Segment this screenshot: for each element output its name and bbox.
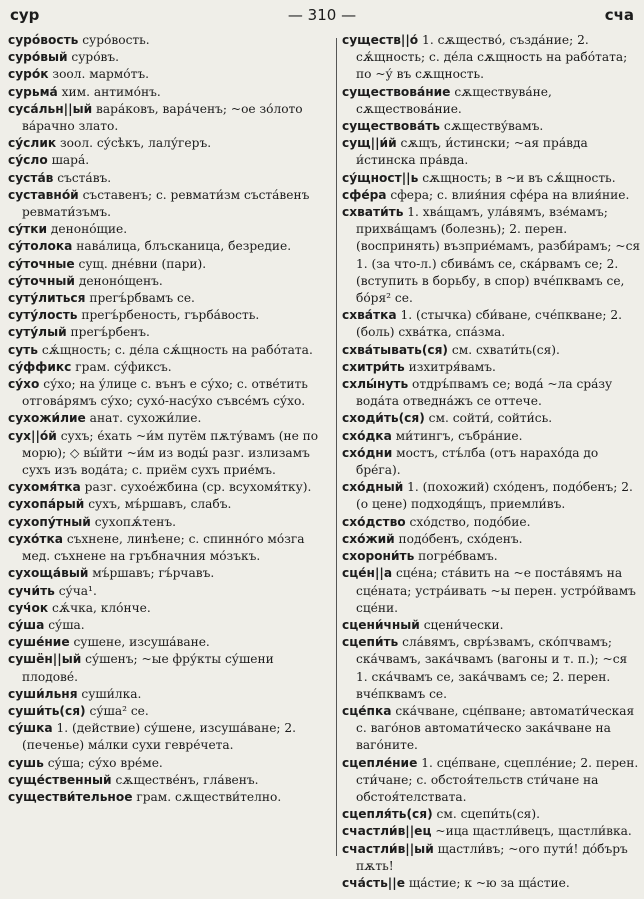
entry-headword: су́ша xyxy=(8,617,45,632)
entry-definition: щастли́въ; ~ого пути́! до́бъръ пѫть! xyxy=(356,841,628,873)
page-header xyxy=(10,6,634,28)
entry-headword: сухоща́вый xyxy=(8,566,89,581)
dictionary-entry xyxy=(8,600,330,617)
entry-headword: су́шка xyxy=(8,721,53,736)
entry-definition: сцени́чески. xyxy=(419,617,504,632)
right-column xyxy=(342,32,642,892)
dictionary-entry xyxy=(342,703,642,755)
entry-definition: см. сойти́, сойти́сь. xyxy=(424,411,553,426)
entry-headword: схо́дка xyxy=(342,428,392,443)
entry-headword: сучи́ть xyxy=(8,583,55,598)
entry-headword: схо́дство xyxy=(342,514,406,529)
entry-definition: сѫществува́не, сѫществова́ние. xyxy=(356,84,552,116)
entry-headword: сце́н||а xyxy=(342,566,393,581)
dictionary-entry xyxy=(8,256,330,273)
entry-headword: существ||о́ xyxy=(342,33,419,47)
entry-definition: погре́бвамъ. xyxy=(414,549,498,564)
dictionary-entry xyxy=(8,479,330,496)
entry-definition: навáлица, блъсканица, безредие. xyxy=(72,239,292,254)
entry-headword: суту́лый xyxy=(8,325,67,340)
dictionary-entry xyxy=(8,66,330,83)
entry-headword: сходи́ть(ся) xyxy=(342,411,425,426)
dictionary-entry xyxy=(8,101,330,135)
entry-headword: суще́ственный xyxy=(8,772,112,787)
dictionary-entry xyxy=(8,135,330,152)
dictionary-entry xyxy=(8,583,330,600)
header-left-word: сур xyxy=(10,6,40,24)
entry-definition: сухъ, мъ́ршавъ, слабъ. xyxy=(84,497,232,512)
dictionary-entry xyxy=(8,342,330,359)
entry-headword: схо́дный xyxy=(342,480,404,495)
entry-definition: ~ица щастли́вецъ, щастли́вка. xyxy=(431,824,632,839)
entry-headword: схорони́ть xyxy=(342,549,415,564)
entry-headword: счастли́в||ец xyxy=(342,824,432,839)
entry-headword: суть xyxy=(8,342,38,357)
entry-definition: вара́ковъ, варáченъ; ~ое зо́лото ва́рачно злато. xyxy=(22,101,303,134)
entry-headword: суши́льня xyxy=(8,686,78,701)
dictionary-entry xyxy=(8,531,330,565)
entry-definition: сухъ; е́хать ~и́м путём пѫту́вамъ (не по морю); ◇ вы́йти ~и́м из воды́ разг. излизамъ сухъ изъ водáта; с. приём сухъ прие́мъ. xyxy=(22,428,319,478)
entry-definition: сфера; с. влия́ния сфе́ра на влия́ние. xyxy=(386,187,630,202)
entry-headword: су́точные xyxy=(8,256,75,271)
entry-definition: съхнене, линѣене; с. спинно́го мо́зга мед. съхнене на гръбначния мо́зъкъ. xyxy=(22,531,305,564)
entry-definition: суро́въ. xyxy=(67,50,120,65)
entry-definition: ща́стие; к ~ю за ща́стие. xyxy=(404,875,570,890)
entry-definition: су́ча¹. xyxy=(54,583,97,598)
dictionary-entry xyxy=(342,548,642,565)
entry-definition: 1. сце́пване, сцепле́ние; 2. перен. сти́чане; с. обстоя́тельств сти́чане на обстоя́телствата. xyxy=(356,755,639,804)
entry-headword: сухо́тка xyxy=(8,531,63,546)
dictionary-entry xyxy=(342,755,642,807)
entry-headword: суши́ть(ся) xyxy=(8,703,86,718)
dictionary-entry xyxy=(8,755,330,772)
entry-definition: 1. сѫщество́, създа́ние; 2. сѫ́щность; с. де́ла сѫщность на рабóтата; по ~у́ въ сѫщность. xyxy=(356,33,628,82)
entry-headword: сфе́ра xyxy=(342,187,387,202)
entry-headword: сухомя́тка xyxy=(8,480,81,495)
entry-definition: отдръ́пвамъ се; вода́ ~ла сра́зу вода́та отведна́жъ се оттече. xyxy=(356,377,613,409)
dictionary-entry xyxy=(8,221,330,238)
entry-headword: существова́ть xyxy=(342,119,440,134)
entry-headword: суч́ок xyxy=(8,600,49,615)
entry-definition: денонóщенъ. xyxy=(74,273,163,288)
dictionary-entry xyxy=(342,170,642,187)
entry-definition: сѫщъ, и́стински; ~ая пра́вда и́стинска пра́вда. xyxy=(356,136,588,168)
entry-definition: прегъ́рбенъ. xyxy=(66,325,150,340)
entry-definition: су́хо; на у́лице с. вънъ е су́хо; с. отве́тить отговáрямъ су́хо; сухо́-насу́хо съвсéмъ су́хо. xyxy=(22,377,308,409)
entry-headword: схва́тывать(ся) xyxy=(342,342,449,357)
dictionary-entry xyxy=(342,410,642,427)
entry-headword: схвати́ть xyxy=(342,205,404,220)
entry-headword: суса́льн||ый xyxy=(8,101,93,116)
entry-headword: сцени́чный xyxy=(342,617,420,632)
entry-definition: съставенъ; с. ревмати́зм съста́венъ ревмати́зъмъ. xyxy=(22,187,310,220)
entry-headword: сушён||ый xyxy=(8,652,82,667)
entry-definition: сѫ́чка, клóнче. xyxy=(48,600,151,615)
entry-headword: сце́пка xyxy=(342,703,392,718)
dictionary-entry xyxy=(8,428,330,480)
dictionary-entry xyxy=(8,376,330,410)
entry-definition: зоол. мармо́тъ. xyxy=(48,67,149,82)
entry-headword: суста́в xyxy=(8,170,54,185)
dictionary-entry xyxy=(342,823,642,840)
dictionary-entry xyxy=(342,118,642,135)
entry-definition: сухопѫ́тенъ. xyxy=(90,514,176,529)
dictionary-entry xyxy=(342,875,642,892)
entry-headword: сцепи́ть xyxy=(342,635,399,650)
entry-definition: суши́лка. xyxy=(77,686,142,701)
entry-headword: су́щност||ь xyxy=(342,170,419,185)
dictionary-entry xyxy=(8,324,330,341)
dictionary-entry xyxy=(8,359,330,376)
entry-definition: су́ша; су́хо вре́ме. xyxy=(43,755,163,770)
dictionary-entry xyxy=(342,342,642,359)
entry-definition: сѫществе́нъ, гла́венъ. xyxy=(111,772,259,787)
entry-definition: подо́бенъ, схо́денъ. xyxy=(394,531,523,546)
entry-headword: су́толока xyxy=(8,239,73,254)
dictionary-entry xyxy=(8,32,330,49)
dictionary-entry xyxy=(8,634,330,651)
dictionary-entry xyxy=(8,565,330,582)
entry-definition: схо́дство, подо́бие. xyxy=(405,514,531,529)
entry-headword: су́ффикс xyxy=(8,359,72,374)
entry-headword: схва́тка xyxy=(342,308,397,323)
entry-headword: схитри́ть xyxy=(342,359,405,374)
entry-definition: сце́на; ста́вить на ~е поста́вямъ на сце́ната; устра́ивать ~ы перен. устро́йвамъ сце́ни. xyxy=(356,566,636,615)
entry-headword: суту́литься xyxy=(8,291,86,306)
entry-headword: сурьма́ xyxy=(8,84,58,99)
entry-headword: существова́ние xyxy=(342,84,451,99)
dictionary-entry xyxy=(8,152,330,169)
dictionary-entry xyxy=(8,651,330,685)
entry-definition: хим. антимо́нъ. xyxy=(57,84,161,99)
entry-headword: схо́дни xyxy=(342,445,393,460)
entry-headword: сушь xyxy=(8,755,44,770)
dictionary-entry xyxy=(8,170,330,187)
entry-headword: суше́ние xyxy=(8,635,70,650)
entry-headword: сцепле́ние xyxy=(342,755,418,770)
entry-headword: суту́лость xyxy=(8,308,78,323)
dictionary-entry xyxy=(342,617,642,634)
entry-definition: шарá. xyxy=(47,153,90,168)
entry-headword: сча́сть||е xyxy=(342,875,405,890)
dictionary-entry xyxy=(342,634,642,703)
entry-definition: 1. (действие) су́шене, изсуша́ване; 2. (печенье) ма́лки сухи гевре́чета. xyxy=(22,721,297,753)
entry-definition: денонóщие. xyxy=(47,222,128,237)
dictionary-entry xyxy=(8,307,330,324)
entry-headword: су́сло xyxy=(8,153,48,168)
entry-headword: сущ||и́й xyxy=(342,136,397,151)
dictionary-entry xyxy=(8,290,330,307)
entry-definition: суро́вость. xyxy=(78,33,150,47)
entry-definition: мъ́ршавъ; гъ́рчавъ. xyxy=(88,566,215,581)
entry-definition: 1. (похожий) схо́денъ, подо́бенъ; 2. (о цене) подходя́щъ, приемли́въ. xyxy=(356,480,633,512)
entry-definition: су́ша² се. xyxy=(85,703,149,718)
dictionary-entry xyxy=(342,84,642,118)
dictionary-entry xyxy=(342,204,642,307)
entry-definition: су́ша. xyxy=(44,617,85,632)
entry-headword: сухопа́рый xyxy=(8,497,85,512)
entry-definition: грам. су́фиксъ. xyxy=(71,359,172,374)
entry-headword: суро́к xyxy=(8,67,49,82)
entry-definition: сла́вямъ, свръ́звамъ, ско́пчвамъ; ска́чвамъ, зака́чвамъ (вагоны и т. п.); ~ся 1. ска́чвамъ се, зака́чвамъ се; 2. перен. вче́пквамъ се. xyxy=(356,635,628,701)
dictionary-entry xyxy=(8,238,330,255)
entry-definition: разг. сухоéжбина (ср. всухомя́тку). xyxy=(80,480,312,495)
entry-headword: схлы́нуть xyxy=(342,377,409,392)
entry-definition: прегъ́рбеность, гърба́вость. xyxy=(77,308,260,323)
entry-definition: съста́въ. xyxy=(53,170,112,185)
entry-headword: схо́жий xyxy=(342,531,395,546)
entry-headword: счастли́в||ый xyxy=(342,841,434,856)
entry-definition: зоол. су́сѣкъ, лалу́геръ. xyxy=(56,136,212,151)
header-right-word: сча xyxy=(604,6,634,24)
dictionary-entry xyxy=(8,703,330,720)
dictionary-entry xyxy=(342,428,642,445)
dictionary-entry xyxy=(8,187,330,221)
entry-headword: сухопу́тный xyxy=(8,514,91,529)
entry-definition: см. сцепи́ть(ся). xyxy=(432,807,540,822)
dictionary-entry xyxy=(342,565,642,617)
entry-definition: грам. сѫществи́телно. xyxy=(132,789,282,804)
left-column xyxy=(8,32,330,806)
dictionary-entry xyxy=(8,617,330,634)
page-number: — 310 — xyxy=(287,6,357,24)
entry-definition: сѫщность; в ~и въ сѫ́щность. xyxy=(418,170,616,185)
dictionary-entry xyxy=(342,32,642,84)
entry-headword: су́точный xyxy=(8,273,75,288)
entry-headword: сух||о́й xyxy=(8,428,57,443)
entry-headword: суро́вый xyxy=(8,50,68,65)
dictionary-entry xyxy=(342,445,642,479)
dictionary-entry xyxy=(342,531,642,548)
entry-headword: сухожи́лие xyxy=(8,411,86,426)
dictionary-entry xyxy=(342,307,642,341)
entry-definition: ми́тингъ, събра́ние. xyxy=(391,428,523,443)
entry-headword: су́слик xyxy=(8,136,57,151)
entry-headword: существи́тельное xyxy=(8,789,133,804)
entry-definition: изхитря́вамъ. xyxy=(404,359,496,374)
dictionary-entry xyxy=(8,789,330,806)
entry-definition: ска́чване, сце́пване; автомати́ческая с. ваго́нов автомати́ческо зака́чване на ваго́ните. xyxy=(356,703,635,753)
dictionary-entry xyxy=(8,686,330,703)
dictionary-entry xyxy=(8,49,330,66)
dictionary-entry xyxy=(342,359,642,376)
entry-headword: сцепля́ть(ся) xyxy=(342,807,433,822)
dictionary-entry xyxy=(342,376,642,410)
entry-definition: 1. (стычка) сби́ване, сче́пкване; 2. (боль) схва́тка, спа́зма. xyxy=(356,308,622,340)
dictionary-entry xyxy=(342,135,642,169)
entry-headword: сурóвость xyxy=(8,33,79,47)
dictionary-entry xyxy=(342,806,642,823)
dictionary-entry xyxy=(8,410,330,427)
entry-definition: сушене, изсуша́ване. xyxy=(69,635,210,650)
column-divider xyxy=(336,38,337,856)
entry-definition: мостъ, стъ́лба (отъ нарахо́да до бре́га). xyxy=(356,445,599,478)
dictionary-entry xyxy=(8,772,330,789)
entry-definition: су́шенъ; ~ые фру́кты су́шени плодове́. xyxy=(22,652,274,684)
dictionary-entry xyxy=(8,273,330,290)
entry-definition: см. схвати́ть(ся). xyxy=(448,342,560,357)
dictionary-entry xyxy=(8,514,330,531)
dictionary-entry xyxy=(8,720,330,754)
dictionary-entry xyxy=(342,514,642,531)
entry-definition: сущ. дне́вни (пари). xyxy=(74,256,207,271)
entry-headword: су́тки xyxy=(8,222,48,237)
dictionary-entry xyxy=(8,496,330,513)
entry-headword: суставно́й xyxy=(8,187,79,202)
entry-definition: сѫществу́вамъ. xyxy=(440,119,544,134)
entry-definition: сѫ́щность; с. де́ла сѫ́щность на рабóтата. xyxy=(37,342,313,357)
dictionary-entry xyxy=(342,187,642,204)
entry-definition: 1. хва́щамъ, ула́вямъ, взе́мамъ; прихва́щамъ (болезнь); 2. перен. (воспринять) възприе́мамъ, разби́рамъ; ~ся 1. (за что-л.) сбива́мъ се, ска́рвамъ се; 2. (вступить в борьбу, в спор) вче́пквамъ се, бо́ря² се. xyxy=(356,205,641,306)
dictionary-entry xyxy=(8,84,330,101)
dictionary-entry xyxy=(342,479,642,513)
entry-headword: су́хо xyxy=(8,377,40,392)
dictionary-entry xyxy=(342,841,642,875)
entry-definition: прегъ́рбвамъ се. xyxy=(85,291,195,306)
entry-definition: анат. сухожи́лие. xyxy=(85,411,202,426)
